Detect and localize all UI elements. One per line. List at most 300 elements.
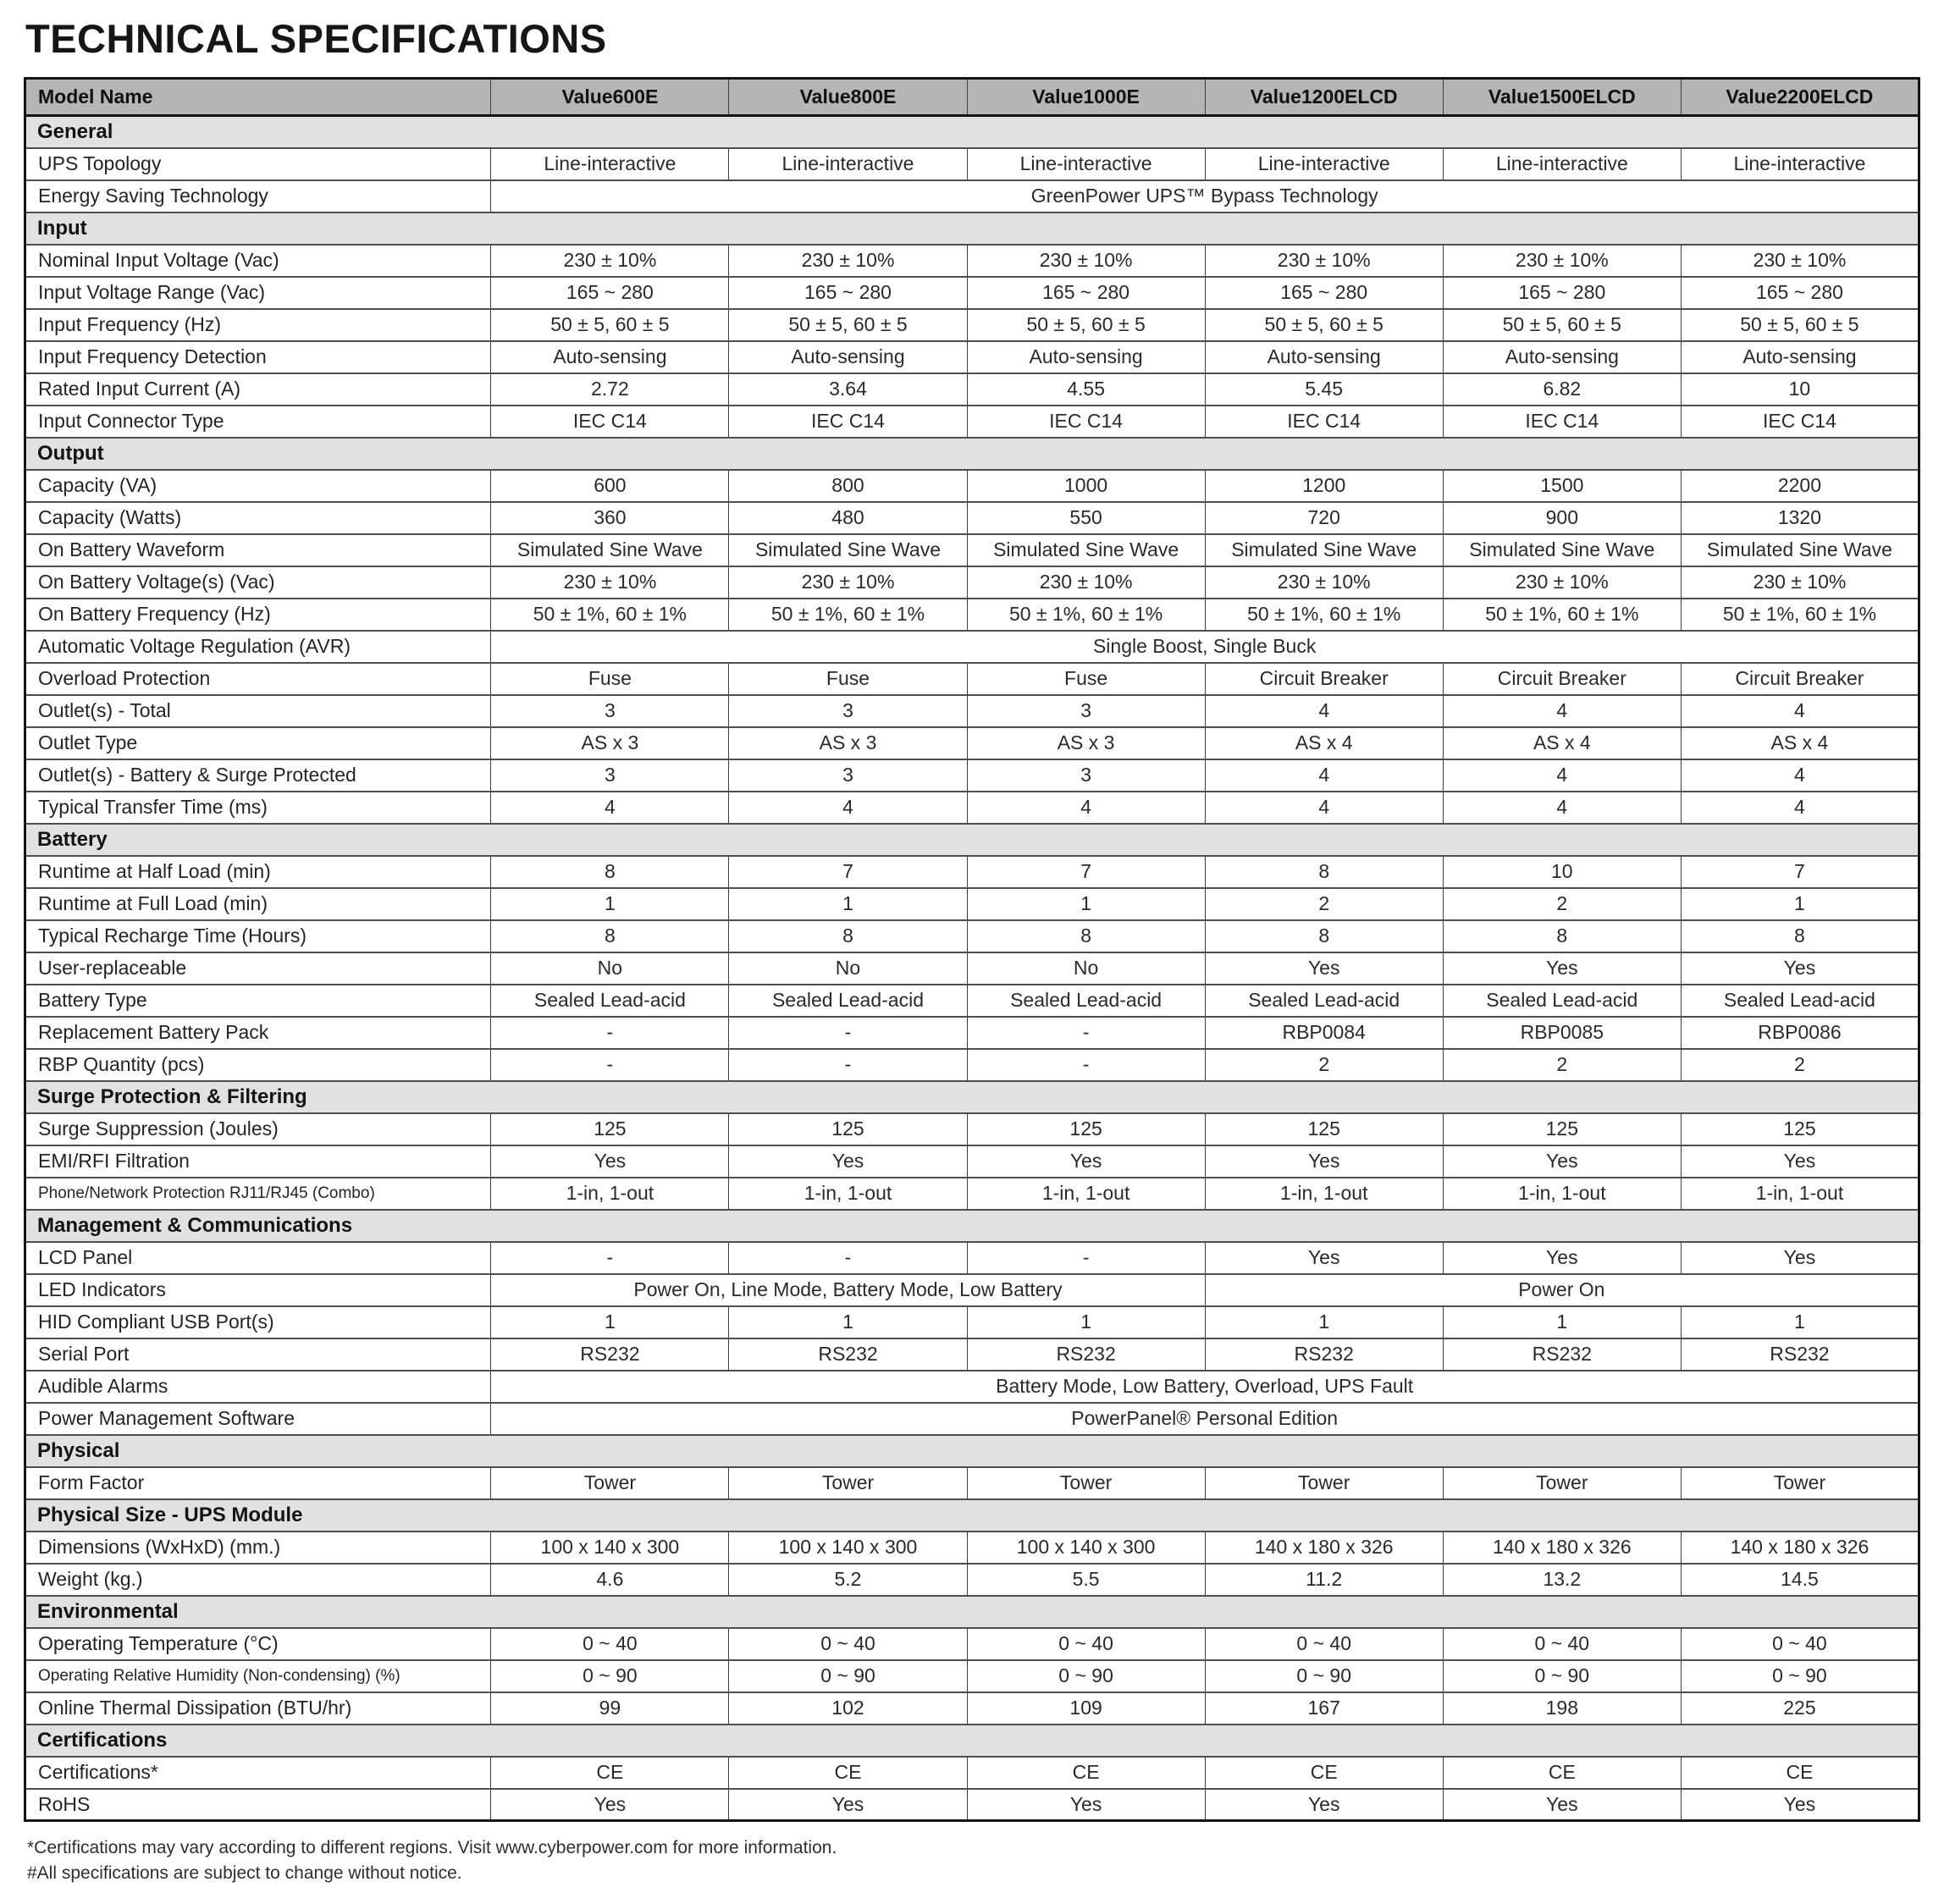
row-value: 8: [491, 920, 729, 952]
row-label: Phone/Network Protection RJ11/RJ45 (Combo): [25, 1178, 491, 1210]
row-label: On Battery Voltage(s) (Vac): [25, 566, 491, 599]
row-value: Fuse: [729, 663, 967, 695]
row-value: RS232: [1681, 1338, 1919, 1371]
row-value: 0 ~ 40: [1443, 1628, 1681, 1660]
model-header-label: Model Name: [25, 79, 491, 116]
row-value: 230 ± 10%: [967, 566, 1205, 599]
row-value: AS x 4: [1205, 727, 1443, 759]
model-header-cell: Value1000E: [967, 79, 1205, 116]
row-value: 5.5: [967, 1564, 1205, 1596]
row-value: Simulated Sine Wave: [491, 534, 729, 566]
row-value: 165 ~ 280: [967, 277, 1205, 309]
row-value: 125: [491, 1113, 729, 1145]
row-value: Line-interactive: [1443, 148, 1681, 180]
row-value: 230 ± 10%: [1681, 245, 1919, 277]
row-value: Yes: [1443, 1145, 1681, 1178]
section-row: [25, 1081, 1919, 1113]
spec-row: [25, 1274, 1919, 1306]
row-value-merged: Battery Mode, Low Battery, Overload, UPS Fault: [491, 1371, 1919, 1403]
row-value: AS x 3: [967, 727, 1205, 759]
section-row: [25, 1596, 1919, 1628]
row-value: 50 ± 5, 60 ± 5: [491, 309, 729, 341]
row-value: AS x 4: [1443, 727, 1681, 759]
row-value: -: [729, 1242, 967, 1274]
row-value: 6.82: [1443, 373, 1681, 406]
row-value: 0 ~ 40: [1681, 1628, 1919, 1660]
section-row: [25, 824, 1919, 856]
row-value: 4.6: [491, 1564, 729, 1596]
row-label: Power Management Software: [25, 1403, 491, 1435]
row-value: 7: [967, 856, 1205, 888]
row-value: -: [967, 1017, 1205, 1049]
row-value: 165 ~ 280: [491, 277, 729, 309]
row-value: 1: [967, 888, 1205, 920]
row-value: IEC C14: [729, 406, 967, 438]
section-label: Physical Size - UPS Module: [25, 1499, 1919, 1531]
row-value: 50 ± 1%, 60 ± 1%: [1681, 599, 1919, 631]
row-value: RBP0084: [1205, 1017, 1443, 1049]
row-value: 2: [1443, 1049, 1681, 1081]
row-value: 4: [1443, 792, 1681, 824]
spec-row: [25, 695, 1919, 727]
row-value: Tower: [1443, 1467, 1681, 1499]
row-label: RBP Quantity (pcs): [25, 1049, 491, 1081]
row-value: 50 ± 1%, 60 ± 1%: [729, 599, 967, 631]
spec-row: [25, 920, 1919, 952]
row-value: 50 ± 1%, 60 ± 1%: [1205, 599, 1443, 631]
spec-row: [25, 341, 1919, 373]
row-value: 50 ± 5, 60 ± 5: [1443, 309, 1681, 341]
row-value: 4.55: [967, 373, 1205, 406]
footnote-specs-change: #All specifications are subject to change without notice.: [27, 1863, 462, 1884]
row-value: 8: [729, 920, 967, 952]
section-label: Certifications: [25, 1725, 1919, 1757]
row-value: 140 x 180 x 326: [1205, 1531, 1443, 1564]
spec-row: [25, 1371, 1919, 1403]
row-label: Outlet(s) - Battery & Surge Protected: [25, 759, 491, 792]
row-label: UPS Topology: [25, 148, 491, 180]
row-value: 550: [967, 502, 1205, 534]
row-value: 125: [1443, 1113, 1681, 1145]
row-value: 50 ± 1%, 60 ± 1%: [1443, 599, 1681, 631]
row-value: Auto-sensing: [1205, 341, 1443, 373]
row-label: Battery Type: [25, 985, 491, 1017]
row-value: IEC C14: [1443, 406, 1681, 438]
spec-row: [25, 888, 1919, 920]
model-header-cell: Value2200ELCD: [1681, 79, 1919, 116]
row-label: Audible Alarms: [25, 1371, 491, 1403]
row-value: Yes: [1681, 1789, 1919, 1821]
row-value: AS x 4: [1681, 727, 1919, 759]
row-value: CE: [1205, 1757, 1443, 1789]
section-label: General: [25, 116, 1919, 148]
footnotes: [27, 1835, 1920, 1887]
row-value: 100 x 140 x 300: [491, 1531, 729, 1564]
spec-row: [25, 1564, 1919, 1596]
row-value: 4: [1681, 695, 1919, 727]
row-value: 230 ± 10%: [491, 245, 729, 277]
row-value: -: [967, 1049, 1205, 1081]
row-value: No: [967, 952, 1205, 985]
row-value: 4: [967, 792, 1205, 824]
row-value: Yes: [1443, 1789, 1681, 1821]
row-value: Yes: [1205, 1789, 1443, 1821]
row-value: 230 ± 10%: [1205, 245, 1443, 277]
row-label: Dimensions (WxHxD) (mm.): [25, 1531, 491, 1564]
row-value: 1500: [1443, 470, 1681, 502]
row-value: IEC C14: [491, 406, 729, 438]
row-value: Yes: [491, 1789, 729, 1821]
row-value: -: [967, 1242, 1205, 1274]
spec-row: [25, 727, 1919, 759]
row-value: Sealed Lead-acid: [1681, 985, 1919, 1017]
spec-row: [25, 856, 1919, 888]
row-value: 125: [1205, 1113, 1443, 1145]
row-value: Simulated Sine Wave: [967, 534, 1205, 566]
row-value: 1: [729, 1306, 967, 1338]
row-value: 480: [729, 502, 967, 534]
row-value: Simulated Sine Wave: [1681, 534, 1919, 566]
row-value: Simulated Sine Wave: [729, 534, 967, 566]
row-value: 165 ~ 280: [1205, 277, 1443, 309]
spec-row: [25, 1692, 1919, 1725]
row-label: Form Factor: [25, 1467, 491, 1499]
row-label: Typical Transfer Time (ms): [25, 792, 491, 824]
row-value: Circuit Breaker: [1443, 663, 1681, 695]
row-label: Weight (kg.): [25, 1564, 491, 1596]
row-label: Automatic Voltage Regulation (AVR): [25, 631, 491, 663]
row-value: 225: [1681, 1692, 1919, 1725]
row-label: Runtime at Half Load (min): [25, 856, 491, 888]
row-label: Outlet Type: [25, 727, 491, 759]
row-value: 50 ± 5, 60 ± 5: [1205, 309, 1443, 341]
row-label: Runtime at Full Load (min): [25, 888, 491, 920]
spec-row: [25, 985, 1919, 1017]
row-label: Outlet(s) - Total: [25, 695, 491, 727]
row-value: 8: [1443, 920, 1681, 952]
row-value: 230 ± 10%: [491, 566, 729, 599]
row-label: Nominal Input Voltage (Vac): [25, 245, 491, 277]
section-row: [25, 1210, 1919, 1242]
row-value: 100 x 140 x 300: [967, 1531, 1205, 1564]
section-row: [25, 116, 1919, 148]
row-value-merged: Single Boost, Single Buck: [491, 631, 1919, 663]
row-value: RS232: [967, 1338, 1205, 1371]
row-value: 720: [1205, 502, 1443, 534]
row-value: 165 ~ 280: [1681, 277, 1919, 309]
row-label: Input Frequency (Hz): [25, 309, 491, 341]
row-value: 10: [1443, 856, 1681, 888]
row-label: HID Compliant USB Port(s): [25, 1306, 491, 1338]
row-value: 165 ~ 280: [729, 277, 967, 309]
row-value: 50 ± 5, 60 ± 5: [1681, 309, 1919, 341]
row-value: Sealed Lead-acid: [1443, 985, 1681, 1017]
section-label: Surge Protection & Filtering: [25, 1081, 1919, 1113]
row-label: Serial Port: [25, 1338, 491, 1371]
spec-row: [25, 1403, 1919, 1435]
spec-row: [25, 1113, 1919, 1145]
row-value: Yes: [729, 1789, 967, 1821]
row-value: RBP0085: [1443, 1017, 1681, 1049]
page-title: TECHNICAL SPECIFICATIONS: [25, 16, 607, 61]
spec-row: [25, 1178, 1919, 1210]
spec-row: [25, 1789, 1919, 1821]
row-value: 167: [1205, 1692, 1443, 1725]
row-value: 0 ~ 90: [1205, 1660, 1443, 1692]
row-value: 125: [967, 1113, 1205, 1145]
section-label: Battery: [25, 824, 1919, 856]
row-value: CE: [1443, 1757, 1681, 1789]
spec-row: [25, 245, 1919, 277]
row-value: Auto-sensing: [967, 341, 1205, 373]
model-header-row: [25, 79, 1919, 116]
row-value: 1: [1205, 1306, 1443, 1338]
row-value: 0 ~ 40: [491, 1628, 729, 1660]
spec-table-body: [25, 116, 1919, 1821]
section-label: Input: [25, 212, 1919, 245]
spec-row: [25, 470, 1919, 502]
row-value: Yes: [1681, 1242, 1919, 1274]
row-value: 3.64: [729, 373, 967, 406]
row-value: 230 ± 10%: [1681, 566, 1919, 599]
row-value: 230 ± 10%: [967, 245, 1205, 277]
row-value: 125: [729, 1113, 967, 1145]
row-value: Yes: [1205, 1145, 1443, 1178]
spec-row: [25, 792, 1919, 824]
row-label: Replacement Battery Pack: [25, 1017, 491, 1049]
specifications-table: [24, 77, 1920, 1822]
row-value: 1-in, 1-out: [729, 1178, 967, 1210]
row-value: Line-interactive: [491, 148, 729, 180]
row-value: CE: [729, 1757, 967, 1789]
row-label: LCD Panel: [25, 1242, 491, 1274]
row-value: 230 ± 10%: [1443, 245, 1681, 277]
row-value: Yes: [491, 1145, 729, 1178]
row-value: RS232: [491, 1338, 729, 1371]
row-value: 3: [491, 695, 729, 727]
row-value: 2.72: [491, 373, 729, 406]
row-label: Capacity (VA): [25, 470, 491, 502]
row-value: 1-in, 1-out: [1681, 1178, 1919, 1210]
row-value: 8: [967, 920, 1205, 952]
row-label: Rated Input Current (A): [25, 373, 491, 406]
row-value: No: [729, 952, 967, 985]
row-value: Line-interactive: [729, 148, 967, 180]
row-value-merged: GreenPower UPS™ Bypass Technology: [491, 180, 1919, 212]
row-value: 0 ~ 90: [491, 1660, 729, 1692]
spec-row: [25, 406, 1919, 438]
row-value: 230 ± 10%: [1443, 566, 1681, 599]
row-value: Fuse: [491, 663, 729, 695]
model-header-cell: Value800E: [729, 79, 967, 116]
row-value: Yes: [1205, 952, 1443, 985]
row-value: CE: [967, 1757, 1205, 1789]
row-value: 125: [1681, 1113, 1919, 1145]
row-label: Input Voltage Range (Vac): [25, 277, 491, 309]
row-value: 102: [729, 1692, 967, 1725]
footnote-certifications: *Certifications may vary according to different regions. Visit www.cyberpower.com for more information.: [27, 1838, 837, 1857]
row-value: 1320: [1681, 502, 1919, 534]
row-label: Overload Protection: [25, 663, 491, 695]
row-value: Sealed Lead-acid: [491, 985, 729, 1017]
row-value: Circuit Breaker: [1681, 663, 1919, 695]
row-value-merged: Power On, Line Mode, Battery Mode, Low Battery: [491, 1274, 1205, 1306]
spec-row: [25, 309, 1919, 341]
row-value: 0 ~ 90: [1443, 1660, 1681, 1692]
row-value: Tower: [729, 1467, 967, 1499]
row-value: -: [491, 1017, 729, 1049]
row-value: RS232: [1205, 1338, 1443, 1371]
row-value: 1-in, 1-out: [1443, 1178, 1681, 1210]
row-label: Certifications*: [25, 1757, 491, 1789]
spec-row: [25, 1017, 1919, 1049]
row-value: 230 ± 10%: [729, 245, 967, 277]
row-value: 2: [1205, 1049, 1443, 1081]
row-label: Online Thermal Dissipation (BTU/hr): [25, 1692, 491, 1725]
spec-row: [25, 180, 1919, 212]
row-value: 8: [491, 856, 729, 888]
row-value: 109: [967, 1692, 1205, 1725]
row-value: 3: [729, 759, 967, 792]
row-value: Circuit Breaker: [1205, 663, 1443, 695]
section-label: Environmental: [25, 1596, 1919, 1628]
row-value: 1000: [967, 470, 1205, 502]
row-value: -: [491, 1242, 729, 1274]
row-value: 8: [1681, 920, 1919, 952]
row-value: Yes: [967, 1145, 1205, 1178]
section-label: Physical: [25, 1435, 1919, 1467]
row-value: 4: [1443, 759, 1681, 792]
row-value: 0 ~ 40: [729, 1628, 967, 1660]
row-value: 50 ± 5, 60 ± 5: [729, 309, 967, 341]
row-value: Auto-sensing: [1681, 341, 1919, 373]
row-value: 360: [491, 502, 729, 534]
row-value: Tower: [1205, 1467, 1443, 1499]
row-value: 5.2: [729, 1564, 967, 1596]
spec-row: [25, 1660, 1919, 1692]
row-value: AS x 3: [729, 727, 967, 759]
row-value: 140 x 180 x 326: [1443, 1531, 1681, 1564]
spec-row: [25, 1757, 1919, 1789]
row-value: 4: [729, 792, 967, 824]
row-value: 1: [1681, 888, 1919, 920]
row-value: IEC C14: [967, 406, 1205, 438]
spec-row: [25, 566, 1919, 599]
section-label: Management & Communications: [25, 1210, 1919, 1242]
row-value: Yes: [967, 1789, 1205, 1821]
row-value: 10: [1681, 373, 1919, 406]
row-value: Sealed Lead-acid: [1205, 985, 1443, 1017]
spec-row: [25, 1467, 1919, 1499]
section-label: Output: [25, 438, 1919, 470]
spec-row: [25, 1145, 1919, 1178]
spec-row: [25, 952, 1919, 985]
spec-row: [25, 148, 1919, 180]
row-value: -: [729, 1049, 967, 1081]
row-value: CE: [491, 1757, 729, 1789]
row-label: Operating Relative Humidity (Non-condensing) (%): [25, 1660, 491, 1692]
row-value: Yes: [1443, 952, 1681, 985]
row-value: 1200: [1205, 470, 1443, 502]
section-row: [25, 438, 1919, 470]
row-value: 600: [491, 470, 729, 502]
section-row: [25, 212, 1919, 245]
row-value: 3: [967, 759, 1205, 792]
model-header-cell: Value1200ELCD: [1205, 79, 1443, 116]
row-value: 11.2: [1205, 1564, 1443, 1596]
row-value: Tower: [967, 1467, 1205, 1499]
section-row: [25, 1725, 1919, 1757]
row-value: 2200: [1681, 470, 1919, 502]
spec-row: [25, 534, 1919, 566]
row-value: Tower: [491, 1467, 729, 1499]
row-value: Yes: [1681, 1145, 1919, 1178]
row-value: Auto-sensing: [729, 341, 967, 373]
spec-row: [25, 631, 1919, 663]
row-value: 1: [729, 888, 967, 920]
row-label: Capacity (Watts): [25, 502, 491, 534]
row-value: 50 ± 1%, 60 ± 1%: [491, 599, 729, 631]
row-value: 230 ± 10%: [1205, 566, 1443, 599]
row-value: 4: [491, 792, 729, 824]
row-label: On Battery Frequency (Hz): [25, 599, 491, 631]
row-value: 165 ~ 280: [1443, 277, 1681, 309]
spec-row: [25, 502, 1919, 534]
row-value: 100 x 140 x 300: [729, 1531, 967, 1564]
spec-row: [25, 373, 1919, 406]
spec-row: [25, 663, 1919, 695]
row-value: Yes: [1443, 1242, 1681, 1274]
model-header-cell: Value600E: [491, 79, 729, 116]
row-value: Auto-sensing: [491, 341, 729, 373]
row-value: 14.5: [1681, 1564, 1919, 1596]
row-value: 4: [1205, 759, 1443, 792]
row-label: Input Frequency Detection: [25, 341, 491, 373]
row-value: Yes: [1681, 952, 1919, 985]
row-value: Line-interactive: [1205, 148, 1443, 180]
row-value: Sealed Lead-acid: [729, 985, 967, 1017]
row-value: 140 x 180 x 326: [1681, 1531, 1919, 1564]
row-value: CE: [1681, 1757, 1919, 1789]
row-value: Line-interactive: [1681, 148, 1919, 180]
row-value: Fuse: [967, 663, 1205, 695]
row-value: 7: [1681, 856, 1919, 888]
row-value: 1: [491, 888, 729, 920]
row-value: 2: [1443, 888, 1681, 920]
row-value: Simulated Sine Wave: [1443, 534, 1681, 566]
row-value-merged: Power On: [1205, 1274, 1919, 1306]
row-label: Operating Temperature (°C): [25, 1628, 491, 1660]
row-value: 1: [1681, 1306, 1919, 1338]
row-value: 8: [1205, 856, 1443, 888]
row-value: 0 ~ 90: [967, 1660, 1205, 1692]
row-value: -: [729, 1017, 967, 1049]
row-value: 198: [1443, 1692, 1681, 1725]
row-value: Sealed Lead-acid: [967, 985, 1205, 1017]
row-label: Input Connector Type: [25, 406, 491, 438]
row-label: RoHS: [25, 1789, 491, 1821]
spec-row: [25, 1531, 1919, 1564]
row-value: 0 ~ 90: [1681, 1660, 1919, 1692]
row-label: Surge Suppression (Joules): [25, 1113, 491, 1145]
spec-row: [25, 1306, 1919, 1338]
row-value: 1: [1443, 1306, 1681, 1338]
row-value: IEC C14: [1205, 406, 1443, 438]
row-value: 0 ~ 40: [1205, 1628, 1443, 1660]
row-label: EMI/RFI Filtration: [25, 1145, 491, 1178]
row-label: Typical Recharge Time (Hours): [25, 920, 491, 952]
row-value: 13.2: [1443, 1564, 1681, 1596]
